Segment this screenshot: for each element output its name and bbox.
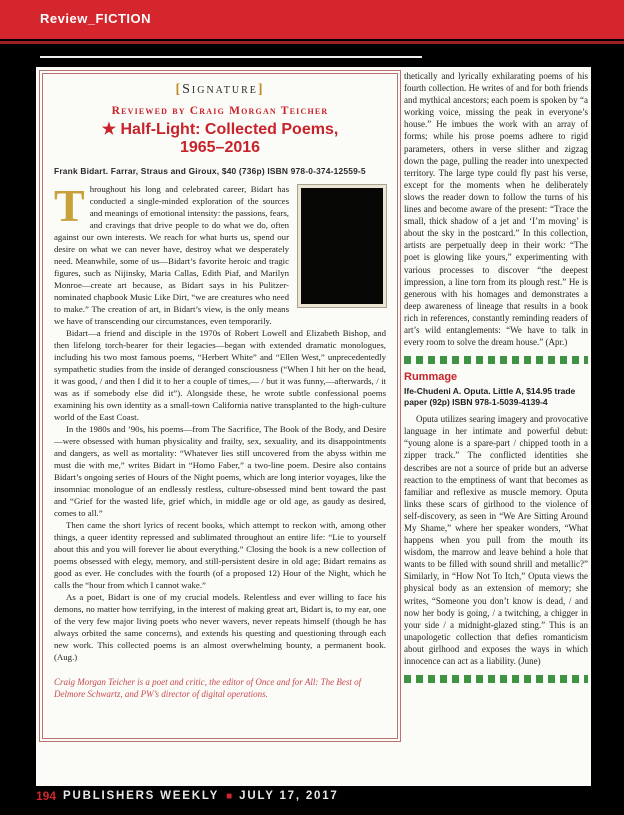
review-title-line1: Half-Light: Collected Poems, [120,121,339,138]
continued-review-text: thetically and lyrically exhilarating poems of his fourth collection. He writes of and for both friends and mythical ancestors; each poem is spoken by “a working voice, missing the peak in everyone’s house.” He imbues the work with an array of forms; while his prose poems adhere to rigid parameters, others in verse slither and zigzag down the page, pulling the reader into unexpected territory. The large type could fly past his verse, except for the moments when he deliberately slows the reader down to follow the turns of his lines and become aware of the present: “Trace the small, thick shadow of a jet and ‘I’m moving’ is about the sky in the postcard.” In this collection, artists are perpetually deep in their work: “The poet is glowing like yours,” experimenting with various processes to discover “the deepest impression, a line torn from its plough rest.” He is generous with his homages and demonstrates a deep awareness of lineage that results in a book rich in references, constantly reminding readers of art’s wild entanglements: “We have to talk in every room to solve the dream house.” (Apr.) [404,71,588,348]
book-cover-image [298,185,386,307]
right-column [404,70,588,690]
drop-cap: T [54,180,85,231]
reviewed-by-line: Reviewed by Craig Morgan Teicher [111,105,329,117]
kicker-label: Signature [182,82,258,97]
review-paragraph: In the 1980s and ’90s, his poems—from The Sacrifice, The Book of the Body, and Desire—were obsessed with human physicality and frailty, sex, sexuality, and its disappointments and dangers, as well as mortality: “Whatever lies still uncovered from the abyss within me must die with me,” writes Bidart in “Homo Faber,” a two-line poem. Desire also contains Bidart’s ongoing series of Hours of the Night poems, which are long interior voyages, like the insomniac monologue of an endlessly restless, culture-obsessed mind bent toward the past and “Grief for the wasted life, grief which, in middle age or old age, as gaudy as desired, comes to all.” [54,424,386,518]
banner-rule [0,41,624,44]
review-title [54,121,386,157]
review-paragraph: As a poet, Bidart is one of my crucial models. Relentless and ever willing to face his demons, no matter how terrifying, in the interest of making great art, Bidart is, to my ear, one of the very few major living poets who never wavers, never repeats himself (though he has always orbited the same concerns), and extends his questing and questioning through each new work. This collected poems is an almost overwhelming bounty, a permanent book. (Aug.) [54,592,386,662]
book-byline: Frank Bidart. Farrar, Straus and Giroux, $40 (736p) ISBN 978-0-374-12559-5 [54,166,366,176]
reviewer-credit: Craig Morgan Teicher is a poet and critic, the editor of Once and for All: The Best of Delmore Schwartz, and PW’s director of digital operations. [54,677,362,699]
review-paragraph-text: hroughout his long and celebrated career, Bidart has conducted a single-minded exploration of the sources and meanings of emotional intensity: the passions, fears, and cravings that drive people to do what we do, often against our own interests. We reach for what hurts us, spend our desire on what we can never have, destroy what we desperately need. Meanwhile, some of us—Bidart’s favorite heroic and tragic figures, such as Nijinsky, Maria Callas, Edith Piaf, and Marilyn Monroe—create art because, as Bidart says in his Pulitzer-nominated chapbook Music Like Dirt, “we are creatures who need to make.” The creation of art, in Bidart’s view, is the only means we have of transcending our circumstances, even temporarily. [54,184,289,326]
magazine-name: PUBLISHERS WEEKLY [63,790,220,802]
kicker-bracket-right: ] [257,82,265,97]
kicker-bracket-left: [ [175,82,183,97]
issue-date: JULY 17, 2017 [239,790,339,802]
rummage-review-body [404,413,588,667]
section-separator [404,675,588,683]
review-paragraph: Bidart—a friend and disciple in the 1970s of Robert Lowell and Elizabeth Bishop, and then lifelong torch-bearer for their legacies—began with extended dramatic monologues, including his two most famous poems, “Herbert White” and “Ellen West,” unprecedentedly sympathetic studies from the inside of deranged consciousness (“When I hit her on the head, it was good, / and then I did it to her a couple of times,— / but it was funny,—afterwards, / it was as if somebody else did it”). Alongside these, he wrote subtle confessional poems examining his own identity as a small-town California native transplanted to the high-culture world of the East Coast. [54,328,386,422]
review-title-line2: 1965–2016 [179,139,261,156]
signature-kicker [54,82,386,98]
review-body [54,180,386,663]
review-title-rummage: Rummage [404,371,458,384]
section-banner-label: Review_FICTION [40,11,152,26]
section-separator [404,356,588,364]
starred-review-icon: ★ [101,121,121,138]
page-footer [36,789,339,803]
magazine-page-body [36,67,591,786]
rummage-paragraph: Oputa utilizes searing imagery and provocative language in her intimate and powerful debut: “young alone is a spare-part / chipped tooth in a zipper track.” The conflicted identities she describes are not a source of pride but an adverse reaction to the emptiness of want that becomes as familiar and reflexive as muscle memory. Oputa links these scars of girlhood to the violence of self-discovery, as seen in “We Are Sitting Around My Shame,” where her speaker wonders, “What happens when you pull from the mouth its wisdom, the marrow and leave behind a hole that wants to be filled with sound shrill and metallic?” Similarly, in “How Not To Itch,” Oputa views the physical body as an extension of memory; she writes, “Someone you don’t know is dead, / and now her body is going, / a twitching, a chigger in your side / a midnight-glazed sting.” This is an unapologetic collection that defies romanticism about girlhood and exposes the ways in which innocence can act as a liability. (June) [404,414,588,667]
review-paragraph [54,180,386,327]
section-banner [0,0,624,39]
signature-review-box [42,73,398,739]
footer-square-icon: ■ [226,790,233,802]
review-paragraph: Then came the short lyrics of recent books, which attempt to reckon with, among other things, a queer identity repressed and sublimated throughout an entire life: “Lie to yourself about this and you will forever lie about everything.” Closing the book is a new collection of poems obsessed with elegy, memory, and still-persistent desire in old age; Bidart remains as good as ever. He concludes with the fourth (of a proposed 12) Hour of the Night, which he calls the “hour from which I cannot wake.” [54,520,386,590]
rummage-byline: Ife-Chudeni A. Oputa. Little A, $14.95 trade paper (92p) ISBN 978-1-5039-4139-4 [404,386,576,408]
box-top-rule [40,56,422,58]
page-number: 194 [36,789,57,803]
